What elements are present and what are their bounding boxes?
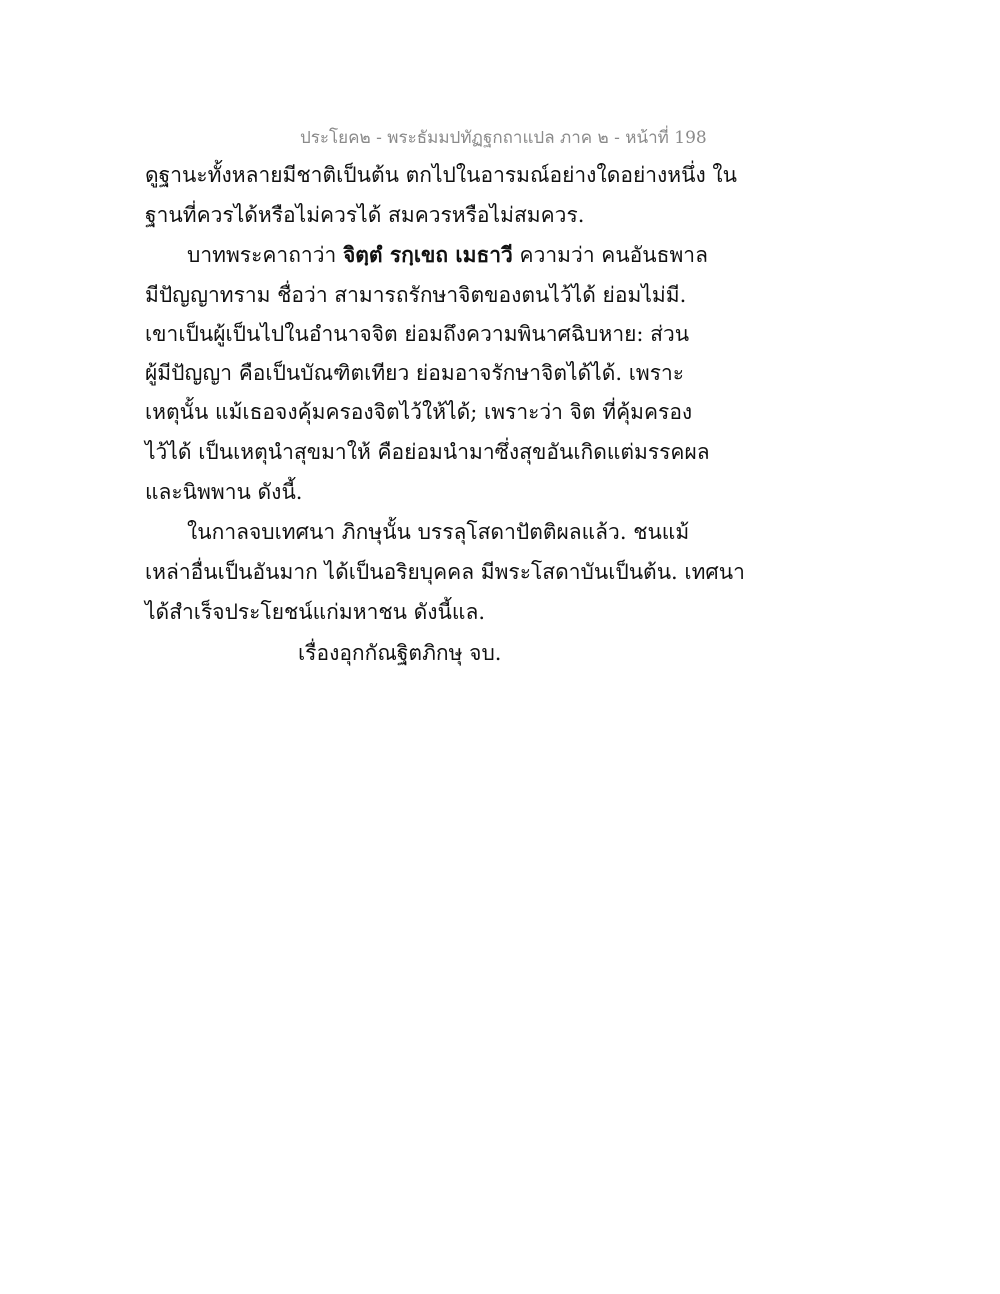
body-line: และนิพพาน ดังนี้. bbox=[145, 480, 303, 504]
verse-line bbox=[187, 240, 708, 270]
body-line: เขาเป็นผู้เป็นไปในอำนาจจิต ย่อมถึงความพินาศฉิบหาย: ส่วน bbox=[145, 322, 690, 346]
body-line: ในกาลจบเทศนา ภิกษุนั้น บรรลุโสดาปัตติผลแล้ว. ชนแม้ bbox=[187, 520, 690, 544]
body-line: ได้สำเร็จประโยชน์แก่มหาชน ดังนี้แล. bbox=[145, 600, 485, 624]
verse-quote: จิตฺตํ รกฺเขถ เมธาวี bbox=[342, 242, 513, 267]
body-line: เหตุนั้น แม้เธอจงคุ้มครองจิตไว้ให้ได้; เพราะว่า จิต ที่คุ้มครอง bbox=[145, 400, 693, 424]
verse-intro: บาทพระคาถาว่า bbox=[187, 243, 337, 267]
page-header: ประโยค๒ - พระธัมมปทัฏฐกถาแปล ภาค ๒ - หน้าที่ 198 bbox=[300, 128, 707, 148]
body-line: ไว้ได้ เป็นเหตุนำสุขมาให้ คือย่อมนำมาซึ่งสุขอันเกิดแต่มรรคผล bbox=[145, 440, 710, 464]
body-line: เหล่าอื่นเป็นอันมาก ได้เป็นอริยบุคคล มีพระโสดาบันเป็นต้น. เทศนา bbox=[145, 560, 745, 584]
body-line: ผู้มีปัญญา คือเป็นบัณฑิตเทียว ย่อมอาจรักษาจิตได้ได้. เพราะ bbox=[145, 361, 685, 385]
verse-explanation: ความว่า คนอันธพาล bbox=[519, 243, 708, 267]
body-line: ฐานที่ควรได้หรือไม่ควรได้ สมควรหรือไม่สมควร. bbox=[145, 203, 585, 227]
story-closing: เรื่องอุกกัณฐิตภิกษุ จบ. bbox=[298, 641, 502, 665]
body-line: ดูฐานะทั้งหลายมีชาติเป็นต้น ตกไปในอารมณ์อย่างใดอย่างหนึ่ง ใน bbox=[145, 163, 738, 187]
body-line: มีปัญญาทราม ชื่อว่า สามารถรักษาจิตของตนไว้ได้ ย่อมไม่มี. bbox=[145, 283, 687, 307]
